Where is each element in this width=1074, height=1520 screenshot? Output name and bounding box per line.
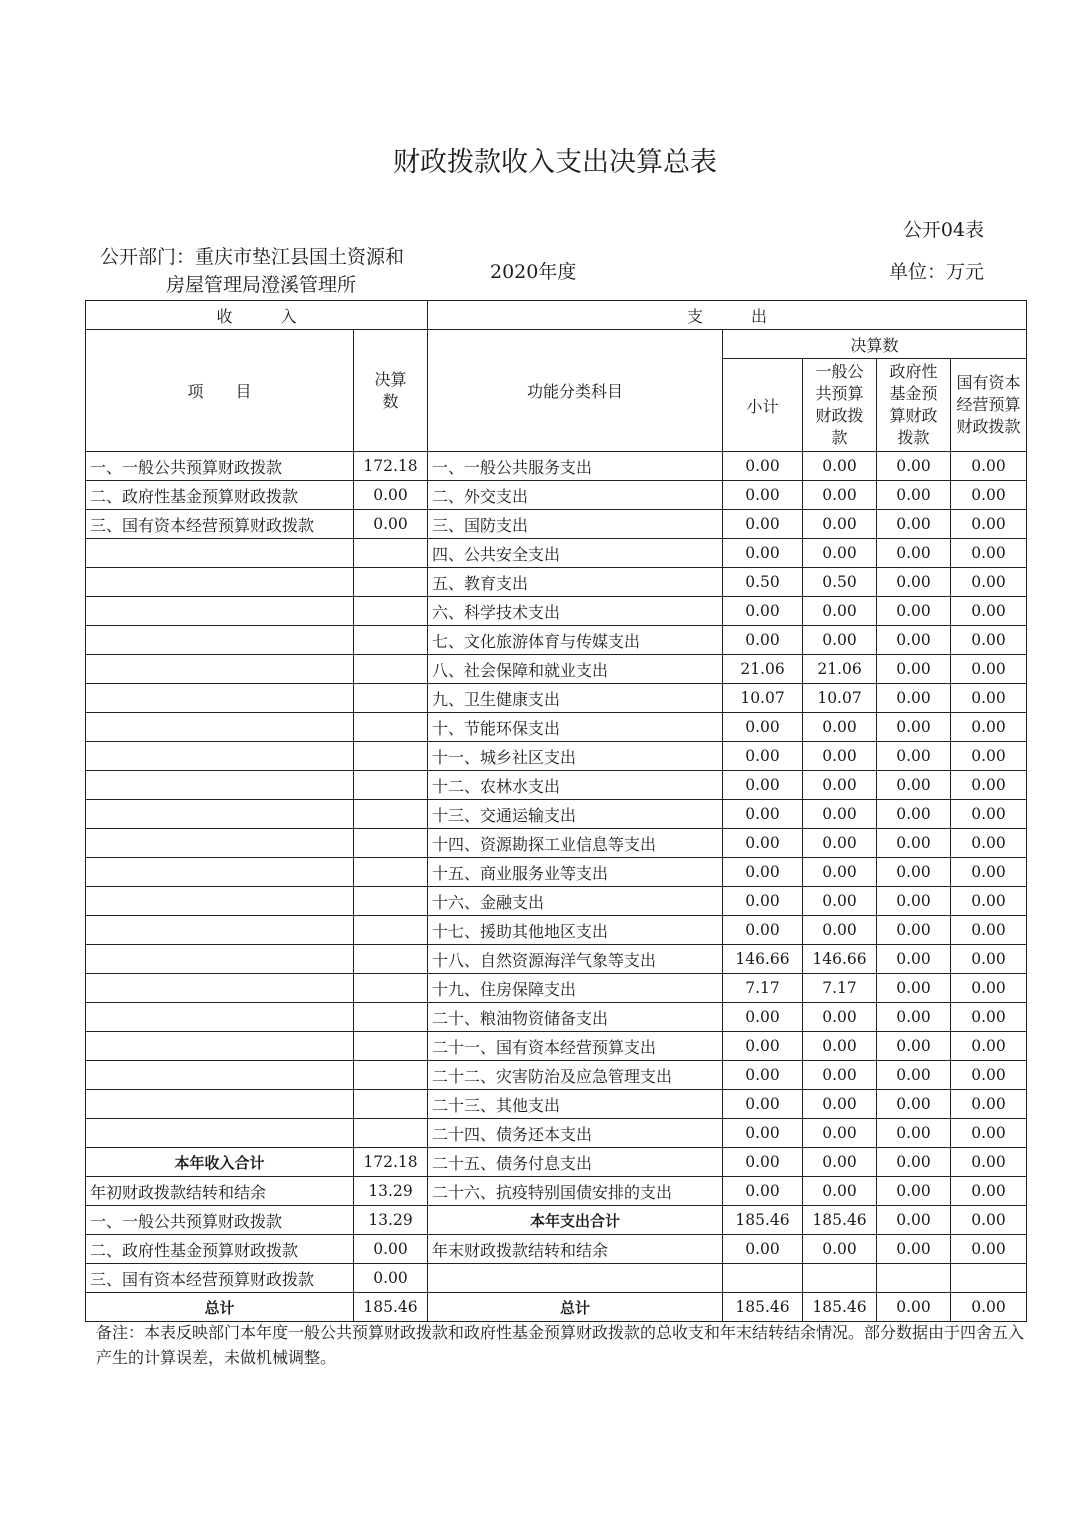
income-amount [354,626,428,655]
expense-state-capital: 0.00 [951,626,1027,655]
expense-gov-fund: 0.00 [877,452,951,481]
expense-gov-fund: 0.00 [877,626,951,655]
expense-subtotal: 0.00 [723,1061,803,1090]
income-section-header: 收 入 [86,301,428,330]
expense-function-item: 十八、自然资源海洋气象等支出 [428,945,723,974]
expense-state-capital: 0.00 [951,713,1027,742]
expense-gov-fund: 0.00 [877,597,951,626]
income-item [86,597,354,626]
col-header-gov-fund [877,359,951,452]
table-row [86,1264,1027,1293]
table-row [86,771,1027,800]
expense-gov-fund: 0.00 [877,481,951,510]
expense-gov-fund: 0.00 [877,829,951,858]
expense-state-capital: 0.00 [951,974,1027,1003]
expense-gov-fund: 0.00 [877,858,951,887]
expense-function-item: 二十三、其他支出 [428,1090,723,1119]
document-title: 财政拨款收入支出决算总表 [393,147,717,178]
income-amount [354,684,428,713]
expense-function-item: 八、社会保障和就业支出 [428,655,723,684]
income-item [86,713,354,742]
expense-state-capital: 0.00 [951,858,1027,887]
expense-function-item: 十、节能环保支出 [428,713,723,742]
expense-state-capital: 0.00 [951,539,1027,568]
expense-function-item: 十六、金融支出 [428,887,723,916]
income-item: 二、政府性基金预算财政拨款 [86,1235,354,1264]
expense-general-budget: 0.00 [803,1032,877,1061]
expense-general-budget: 0.00 [803,916,877,945]
expense-subtotal: 21.06 [723,655,803,684]
expense-subtotal: 0.00 [723,481,803,510]
col-header-gov-fund-text: 政府性基金预算财政拨款 [889,362,938,447]
expense-section-header: 支 出 [428,301,1027,330]
expense-state-capital: 0.00 [951,481,1027,510]
expense-general-budget: 146.66 [803,945,877,974]
expense-gov-fund: 0.00 [877,771,951,800]
expense-subtotal: 0.00 [723,1148,803,1177]
income-amount [354,771,428,800]
expense-subtotal: 0.00 [723,713,803,742]
expense-function-item: 二十四、债务还本支出 [428,1119,723,1148]
expense-state-capital: 0.00 [951,568,1027,597]
expense-gov-fund: 0.00 [877,916,951,945]
income-item [86,684,354,713]
expense-state-capital: 0.00 [951,1235,1027,1264]
table-row [86,1235,1027,1264]
table-row [86,568,1027,597]
income-amount: 0.00 [354,1235,428,1264]
income-amount [354,829,428,858]
income-item [86,626,354,655]
expense-subtotal: 0.00 [723,626,803,655]
income-amount: 0.00 [354,510,428,539]
expense-general-budget: 0.00 [803,887,877,916]
expense-subtotal: 0.00 [723,1032,803,1061]
expense-general-budget: 0.00 [803,829,877,858]
income-amount [354,916,428,945]
expense-state-capital: 0.00 [951,1206,1027,1235]
expense-state-capital: 0.00 [951,800,1027,829]
income-amount [354,945,428,974]
expense-general-budget: 0.00 [803,771,877,800]
expense-state-capital: 0.00 [951,655,1027,684]
department [100,243,404,299]
expense-function-item: 总计 [428,1293,723,1322]
expense-subtotal: 0.00 [723,1235,803,1264]
table-row [86,887,1027,916]
table-row [86,945,1027,974]
expense-function-item: 二十二、灾害防治及应急管理支出 [428,1061,723,1090]
expense-gov-fund: 0.00 [877,1177,951,1206]
expense-subtotal: 0.00 [723,916,803,945]
table-row [86,858,1027,887]
income-amount: 0.00 [354,1264,428,1293]
income-amount [354,655,428,684]
income-amount [354,539,428,568]
expense-gov-fund: 0.00 [877,684,951,713]
expense-gov-fund: 0.00 [877,510,951,539]
table-row [86,1090,1027,1119]
expense-state-capital: 0.00 [951,1148,1027,1177]
table-row [86,1061,1027,1090]
table-row [86,713,1027,742]
expense-function-item: 四、公共安全支出 [428,539,723,568]
income-item [86,974,354,1003]
table-row [86,1003,1027,1032]
expense-gov-fund: 0.00 [877,742,951,771]
expense-gov-fund: 0.00 [877,1003,951,1032]
income-item: 三、国有资本经营预算财政拨款 [86,1264,354,1293]
table-row [86,974,1027,1003]
expense-function-item: 十四、资源勘探工业信息等支出 [428,829,723,858]
fiscal-year: 2020年度 [490,261,577,283]
expense-general-budget: 0.00 [803,1235,877,1264]
income-amount: 13.29 [354,1177,428,1206]
expense-general-budget: 0.50 [803,568,877,597]
income-item [86,742,354,771]
expense-state-capital: 0.00 [951,742,1027,771]
expense-function-item: 二十六、抗疫特别国债安排的支出 [428,1177,723,1206]
expense-subtotal: 0.00 [723,771,803,800]
expense-general-budget: 185.46 [803,1293,877,1322]
income-amount [354,597,428,626]
table-row [86,510,1027,539]
expense-gov-fund: 0.00 [877,539,951,568]
expense-state-capital: 0.00 [951,1032,1027,1061]
expense-subtotal: 0.00 [723,800,803,829]
expense-function-item [428,1264,723,1293]
income-amount [354,858,428,887]
expense-subtotal: 0.00 [723,858,803,887]
expense-function-item: 二十一、国有资本经营预算支出 [428,1032,723,1061]
expense-general-budget: 0.00 [803,481,877,510]
expense-function-item: 七、文化旅游体育与传媒支出 [428,626,723,655]
expense-state-capital: 0.00 [951,829,1027,858]
table-row [86,1119,1027,1148]
expense-general-budget: 0.00 [803,626,877,655]
expense-subtotal: 0.00 [723,829,803,858]
footnote: 备注：本表反映部门本年度一般公共预算财政拨款和政府性基金预算财政拨款的总收支和年末结转结余情况。部分数据由于四舍五入产生的计算误差，未做机械调整。 [96,1323,1025,1367]
expense-state-capital: 0.00 [951,1177,1027,1206]
table-row [86,452,1027,481]
income-item [86,1003,354,1032]
table-row [86,742,1027,771]
expense-state-capital: 0.00 [951,1293,1027,1322]
income-item [86,655,354,684]
expense-general-budget: 0.00 [803,713,877,742]
income-item [86,568,354,597]
income-item [86,916,354,945]
expense-general-budget: 0.00 [803,742,877,771]
expense-general-budget: 0.00 [803,1061,877,1090]
table-row [86,1206,1027,1235]
form-number: 公开04表 [902,219,984,241]
expense-general-budget: 0.00 [803,1003,877,1032]
expense-state-capital: 0.00 [951,916,1027,945]
expense-general-budget: 0.00 [803,1119,877,1148]
income-item: 一、一般公共预算财政拨款 [86,452,354,481]
table-row [86,916,1027,945]
income-item [86,887,354,916]
income-item: 一、一般公共预算财政拨款 [86,1206,354,1235]
expense-state-capital: 0.00 [951,945,1027,974]
income-amount: 172.18 [354,1148,428,1177]
expense-subtotal: 0.00 [723,887,803,916]
expense-general-budget: 0.00 [803,1090,877,1119]
expense-gov-fund: 0.00 [877,887,951,916]
expense-function-item: 一、一般公共服务支出 [428,452,723,481]
expense-general-budget: 0.00 [803,1148,877,1177]
expense-general-budget: 10.07 [803,684,877,713]
table-row [86,1293,1027,1322]
expense-subtotal: 10.07 [723,684,803,713]
expense-subtotal: 0.00 [723,539,803,568]
col-header-amount-text: 决算数 [374,369,407,411]
expense-gov-fund: 0.00 [877,1293,951,1322]
expense-gov-fund: 0.00 [877,655,951,684]
expense-function-item: 年末财政拨款结转和结余 [428,1235,723,1264]
col-header-budget-group: 决算数 [723,330,1027,359]
col-header-amount [354,330,428,452]
expense-general-budget: 0.00 [803,597,877,626]
expense-state-capital: 0.00 [951,597,1027,626]
expense-gov-fund: 0.00 [877,1032,951,1061]
expense-function-item: 十二、农林水支出 [428,771,723,800]
expense-general-budget: 0.00 [803,539,877,568]
expense-gov-fund [877,1264,951,1293]
income-amount [354,800,428,829]
income-item [86,771,354,800]
income-item [86,800,354,829]
expense-function-item: 九、卫生健康支出 [428,684,723,713]
expense-gov-fund: 0.00 [877,974,951,1003]
income-item [86,1090,354,1119]
expense-state-capital: 0.00 [951,887,1027,916]
col-header-subtotal: 小计 [723,359,803,452]
income-amount [354,1061,428,1090]
income-amount: 185.46 [354,1293,428,1322]
table-row [86,539,1027,568]
col-header-general-text: 一般公共预算财政拨款 [815,362,864,447]
expense-state-capital: 0.00 [951,510,1027,539]
income-item: 二、政府性基金预算财政拨款 [86,481,354,510]
income-item [86,1032,354,1061]
table-row [86,684,1027,713]
expense-function-item: 五、教育支出 [428,568,723,597]
income-item [86,539,354,568]
expense-general-budget: 7.17 [803,974,877,1003]
expense-general-budget: 0.00 [803,800,877,829]
expense-subtotal: 185.46 [723,1206,803,1235]
expense-subtotal: 0.50 [723,568,803,597]
expense-general-budget: 185.46 [803,1206,877,1235]
table-row [86,626,1027,655]
expense-gov-fund: 0.00 [877,1090,951,1119]
income-item [86,1061,354,1090]
table-row [86,655,1027,684]
income-item: 三、国有资本经营预算财政拨款 [86,510,354,539]
table-row [86,481,1027,510]
expense-function-item: 三、国防支出 [428,510,723,539]
expense-state-capital: 0.00 [951,1003,1027,1032]
expense-gov-fund: 0.00 [877,1206,951,1235]
table-row [86,1032,1027,1061]
expense-gov-fund: 0.00 [877,713,951,742]
expense-gov-fund: 0.00 [877,1119,951,1148]
expense-function-item: 二、外交支出 [428,481,723,510]
expense-subtotal: 0.00 [723,597,803,626]
income-item: 年初财政拨款结转和结余 [86,1177,354,1206]
expense-general-budget: 21.06 [803,655,877,684]
income-amount [354,713,428,742]
expense-function-item: 六、科学技术支出 [428,597,723,626]
department-line-2: 房屋管理局澄溪管理所 [166,274,357,296]
expense-function-item: 二十、粮油物资储备支出 [428,1003,723,1032]
table-row [86,1148,1027,1177]
expense-function-item: 二十五、债务付息支出 [428,1148,723,1177]
table-row [86,597,1027,626]
income-amount: 172.18 [354,452,428,481]
expense-state-capital: 0.00 [951,771,1027,800]
expense-function-item: 本年支出合计 [428,1206,723,1235]
income-amount [354,568,428,597]
income-amount [354,1032,428,1061]
col-header-function: 功能分类科目 [428,330,723,452]
expense-subtotal: 0.00 [723,1119,803,1148]
income-amount [354,742,428,771]
expense-function-item: 十九、住房保障支出 [428,974,723,1003]
expense-subtotal: 7.17 [723,974,803,1003]
expense-gov-fund: 0.00 [877,945,951,974]
income-item [86,829,354,858]
income-item [86,1119,354,1148]
expense-general-budget: 0.00 [803,452,877,481]
expense-subtotal: 0.00 [723,1177,803,1206]
expense-gov-fund: 0.00 [877,1235,951,1264]
expense-state-capital: 0.00 [951,1090,1027,1119]
income-item [86,945,354,974]
expense-subtotal: 146.66 [723,945,803,974]
expense-subtotal [723,1264,803,1293]
expense-function-item: 十五、商业服务业等支出 [428,858,723,887]
expense-general-budget [803,1264,877,1293]
expense-general-budget: 0.00 [803,510,877,539]
expense-state-capital: 0.00 [951,1119,1027,1148]
budget-table [85,300,1027,1322]
income-amount: 13.29 [354,1206,428,1235]
expense-state-capital: 0.00 [951,684,1027,713]
income-amount: 0.00 [354,481,428,510]
expense-function-item: 十一、城乡社区支出 [428,742,723,771]
currency-unit: 单位：万元 [888,261,984,283]
table-row [86,1177,1027,1206]
expense-gov-fund: 0.00 [877,568,951,597]
col-header-item: 项 目 [86,330,354,452]
expense-subtotal: 0.00 [723,1003,803,1032]
table-row [86,800,1027,829]
table-row [86,829,1027,858]
expense-gov-fund: 0.00 [877,1061,951,1090]
expense-subtotal: 0.00 [723,1090,803,1119]
col-header-state-capital-text: 国有资本经营预算财政拨款 [956,373,1021,436]
expense-general-budget: 0.00 [803,858,877,887]
expense-state-capital: 0.00 [951,1061,1027,1090]
expense-function-item: 十三、交通运输支出 [428,800,723,829]
income-item [86,858,354,887]
expense-subtotal: 0.00 [723,510,803,539]
income-amount [354,1003,428,1032]
income-amount [354,1119,428,1148]
expense-subtotal: 185.46 [723,1293,803,1322]
expense-gov-fund: 0.00 [877,800,951,829]
income-amount [354,887,428,916]
expense-subtotal: 0.00 [723,742,803,771]
department-line-1: 公开部门：重庆市垫江县国土资源和 [100,246,405,268]
expense-function-item: 十七、援助其他地区支出 [428,916,723,945]
income-amount [354,1090,428,1119]
expense-subtotal: 0.00 [723,452,803,481]
col-header-general [803,359,877,452]
income-item: 本年收入合计 [86,1148,354,1177]
income-item: 总计 [86,1293,354,1322]
expense-state-capital: 0.00 [951,452,1027,481]
expense-general-budget: 0.00 [803,1177,877,1206]
expense-gov-fund: 0.00 [877,1148,951,1177]
col-header-state-capital [951,359,1027,452]
expense-state-capital [951,1264,1027,1293]
income-amount [354,974,428,1003]
